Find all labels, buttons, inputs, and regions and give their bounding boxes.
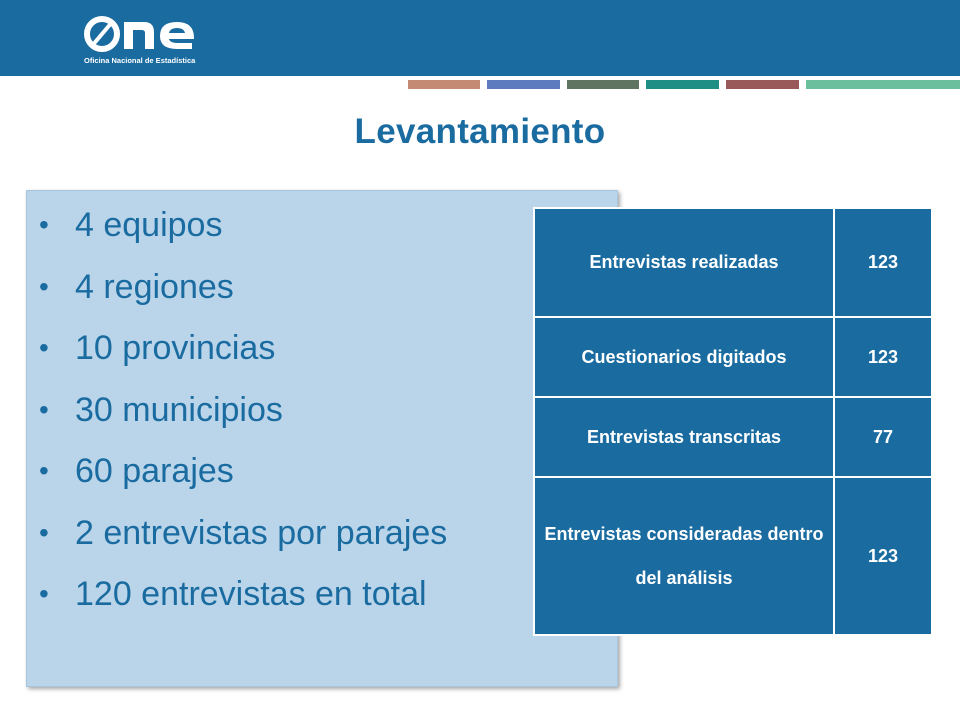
table-cell-value: 123 xyxy=(834,317,932,397)
list-item xyxy=(27,388,617,450)
header-bar xyxy=(0,0,960,76)
one-logo xyxy=(84,12,224,68)
logo-subtitle: Oficina Nacional de Estadística xyxy=(84,56,196,65)
list-item-text: 2 entrevistas por parajes xyxy=(75,513,448,552)
bullet-icon: • xyxy=(39,578,49,609)
table-row xyxy=(534,208,932,317)
stripe-3 xyxy=(567,80,639,89)
list-item-text: 4 equipos xyxy=(75,206,223,244)
summary-panel xyxy=(26,190,618,687)
list-item xyxy=(27,326,617,388)
table-cell-value: 123 xyxy=(834,477,932,635)
table-cell-label: Cuestionarios digitados xyxy=(534,317,834,397)
list-item xyxy=(27,265,617,327)
bullet-icon: • xyxy=(39,209,49,240)
stripe-2 xyxy=(487,80,560,89)
list-item-text: 10 provincias xyxy=(75,329,276,367)
bullet-icon: • xyxy=(39,393,49,425)
table-row xyxy=(534,477,932,635)
bullet-icon: • xyxy=(39,516,49,548)
table-row xyxy=(534,397,932,477)
page-title: Levantamiento xyxy=(354,112,606,151)
bullet-icon: • xyxy=(39,455,49,486)
bullet-icon: • xyxy=(39,332,49,363)
table-cell-label: Entrevistas transcritas xyxy=(534,397,834,477)
list-item-text: 120 entrevistas en total xyxy=(75,575,427,613)
list-item-text: 4 regiones xyxy=(75,267,234,306)
table-cell-label: Entrevistas consideradas dentro del análisis xyxy=(534,477,834,635)
list-item xyxy=(27,511,617,573)
interview-stats-table xyxy=(533,207,933,636)
bullet-icon: • xyxy=(39,270,49,302)
list-item-text: 60 parajes xyxy=(75,452,234,490)
color-stripes xyxy=(0,76,960,91)
stripe-6 xyxy=(806,80,960,89)
table-cell-value: 77 xyxy=(834,397,932,477)
list-item-text: 30 municipios xyxy=(75,390,283,429)
list-item xyxy=(27,572,617,634)
table-cell-label: Entrevistas realizadas xyxy=(534,208,834,317)
stripe-4 xyxy=(646,80,719,89)
stripe-5 xyxy=(726,80,799,89)
stripe-1 xyxy=(408,80,480,89)
list-item xyxy=(27,449,617,511)
table-row xyxy=(534,317,932,397)
table-cell-value: 123 xyxy=(834,208,932,317)
bullet-list xyxy=(27,203,617,634)
list-item xyxy=(27,203,617,265)
